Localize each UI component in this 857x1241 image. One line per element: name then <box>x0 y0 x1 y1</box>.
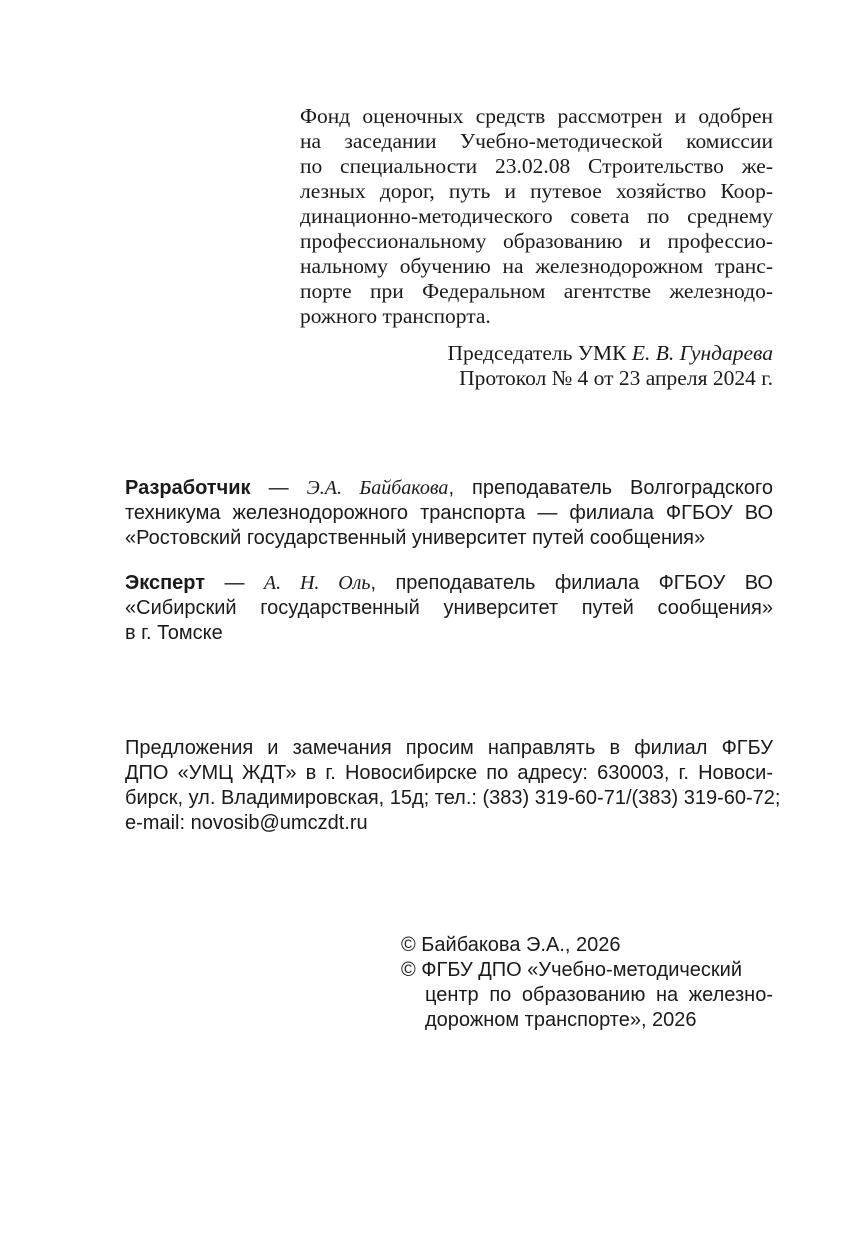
expert-name: А. Н. Оль <box>263 572 371 594</box>
approval-line: рожного транспорта. <box>300 304 491 328</box>
chair-label: Председатель УМК <box>447 341 627 365</box>
contacts-line: бирск, ул. Владимировская, 15д; тел.: (383) 319-60-71/(383) 319-60-72; <box>125 787 781 809</box>
developer-line-1 <box>125 476 773 501</box>
approval-line: Фонд оценочных средств рассмотрен и одобрен <box>300 104 773 128</box>
expert-role: Эксперт <box>125 572 206 594</box>
developer-line-1-rest: , преподаватель Волгоградского <box>448 477 773 499</box>
chair-line <box>300 341 773 366</box>
expert-line-2: «Сибирский государственный университет путей сообщения» <box>125 597 773 619</box>
copyright-org-line-2: центр по образованию на железно- <box>425 984 773 1006</box>
contacts-line: Предложения и замечания просим направлять в филиал ФГБУ <box>125 737 773 759</box>
developer-line-3: «Ростовский государственный университет путей сообщения» <box>125 527 706 549</box>
approval-line: нальному обучению на железнодорожном транс- <box>300 254 773 278</box>
copyright-org-line-1: © ФГБУ ДПО «Учебно-методический <box>401 959 743 981</box>
approval-line: профессиональному образованию и профессио- <box>300 229 773 253</box>
copyright-org-line-3: дорожном транспорте», 2026 <box>425 1009 697 1031</box>
approval-line: по специальности 23.02.08 Строительство же- <box>300 154 773 178</box>
developer-role: Разработчик <box>125 477 251 499</box>
copyright-author: © Байбакова Э.А., 2026 <box>401 934 621 956</box>
protocol-line: Протокол № 4 от 23 апреля 2024 г. <box>459 366 773 390</box>
approval-line: на заседании Учебно-методической комиссии <box>300 129 773 153</box>
expert-dash: — <box>205 572 264 594</box>
approval-line: порте при Федеральном агентстве железнодо- <box>300 279 773 303</box>
developer-dash: — <box>250 477 307 499</box>
expert-line-3: в г. Томске <box>125 622 223 644</box>
approval-line: динационно-методического совета по среднему <box>300 204 773 228</box>
contacts-email: e-mail: novosib@umczdt.ru <box>125 812 368 834</box>
contacts-line: ДПО «УМЦ ЖДТ» в г. Новосибирске по адресу: 630003, г. Новоси- <box>125 762 773 784</box>
approval-line: лезных дорог, путь и путевое хозяйство Коор- <box>300 179 773 203</box>
expert-line-1-rest: , преподаватель филиала ФГБОУ ВО <box>370 572 773 594</box>
developer-line-2: техникума железнодорожного транспорта — филиала ФГБОУ ВО <box>125 502 773 524</box>
developer-name: Э.А. Байбакова <box>306 477 449 499</box>
chair-name: Е. В. Гундарева <box>631 341 773 365</box>
expert-line-1 <box>125 571 773 596</box>
